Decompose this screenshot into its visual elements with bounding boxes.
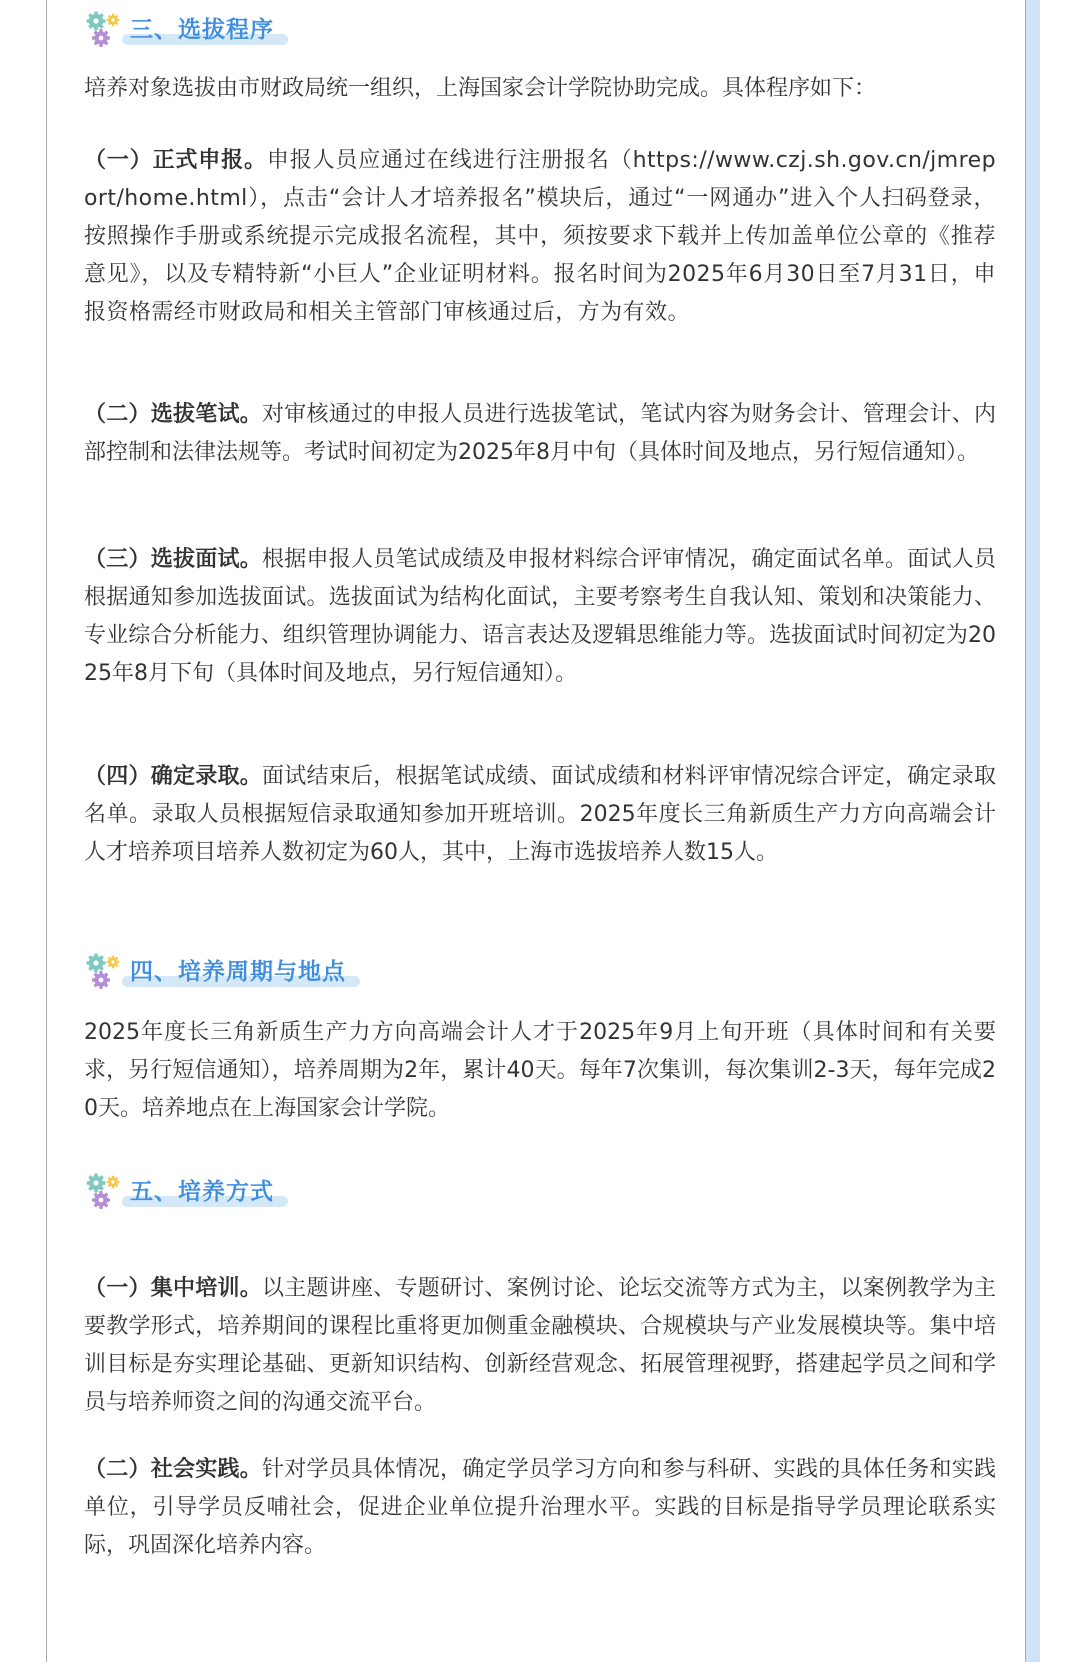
section-title: 四、培养周期与地点	[128, 957, 356, 987]
scrollbar-track[interactable]	[1026, 0, 1040, 1662]
section-title: 三、选拔程序	[128, 15, 284, 45]
paragraph-item	[84, 541, 996, 693]
section-heading-method	[84, 1172, 284, 1212]
gears-icon	[84, 1172, 124, 1212]
item-text: 针对学员具体情况，确定学员学习方向和参与科研、实践的具体任务和实践单位，引导学员反哺社会，促进企业单位提升治理水平。实践的目标是指导学员理论联系实际，巩固深化培养内容。	[84, 1457, 996, 1558]
item-label: （四）确定录取。	[84, 764, 262, 789]
gears-icon	[84, 10, 124, 50]
gears-icon	[84, 952, 124, 992]
item-label: （二）选拔笔试。	[84, 402, 262, 427]
item-text: 以主题讲座、专题研讨、案例讨论、论坛交流等方式为主，以案例教学为主要教学形式，培养期间的课程比重将更加侧重金融模块、合规模块与产业发展模块等。集中培训目标是夯实理论基础、更新知识结构、创新经营观念、拓展管理视野，搭建起学员之间和学员与培养师资之间的沟通交流平台。	[84, 1276, 996, 1415]
paragraph-item	[84, 758, 996, 872]
item-label: （一）集中培训。	[84, 1276, 262, 1301]
paragraph-item	[84, 1451, 996, 1565]
item-text: 申报人员应通过在线进行注册报名（https://www.czj.sh.gov.cn/jmreport/home.html），点击“会计人才培养报名”模块后，通过“一网通办”进入个人扫码登录，按照操作手册或系统提示完成报名流程，其中，须按要求下载并上传加盖单位公章的《推荐意见》，以及专精特新“小巨人”企业证明材料。报名时间为2025年6月30日至7月31日，申报资格需经市财政局和相关主管部门审核通过后，方为有效。	[84, 148, 996, 325]
paragraph-item	[84, 142, 996, 332]
paragraph-item	[84, 1270, 996, 1422]
item-label: （一）正式申报。	[84, 148, 267, 173]
item-text: 面试结束后，根据笔试成绩、面试成绩和材料评审情况综合评定，确定录取名单。录取人员根据短信录取通知参加开班培训。2025年度长三角新质生产力方向高端会计人才培养项目培养人数初定为60人，其中，上海市选拔培养人数15人。	[84, 764, 996, 865]
section-title: 五、培养方式	[128, 1177, 284, 1207]
section-heading-selection	[84, 10, 284, 50]
item-text: 对审核通过的申报人员进行选拔笔试，笔试内容为财务会计、管理会计、内部控制和法律法规等。考试时间初定为2025年8月中旬（具体时间及地点，另行短信通知）。	[84, 402, 996, 465]
item-label: （三）选拔面试。	[84, 547, 262, 572]
paragraph-item	[84, 396, 996, 472]
section-heading-period	[84, 952, 356, 992]
item-text: 根据申报人员笔试成绩及申报材料综合评审情况，确定面试名单。面试人员根据通知参加选拔面试。选拔面试为结构化面试，主要考察考生自我认知、策划和决策能力、专业综合分析能力、组织管理协调能力、语言表达及逻辑思维能力等。选拔面试时间初定为2025年8月下旬（具体时间及地点，另行短信通知）。	[84, 547, 996, 686]
paragraph-intro: 培养对象选拔由市财政局统一组织，上海国家会计学院协助完成。具体程序如下：	[84, 76, 877, 101]
item-label: （二）社会实践。	[84, 1457, 262, 1482]
paragraph-intro: 2025年度长三角新质生产力方向高端会计人才于2025年9月上旬开班（具体时间和有关要求，另行短信通知），培养周期为2年，累计40天。每年7次集训，每次集训2-3天，每年完成20天。培养地点在上海国家会计学院。	[84, 1020, 996, 1121]
